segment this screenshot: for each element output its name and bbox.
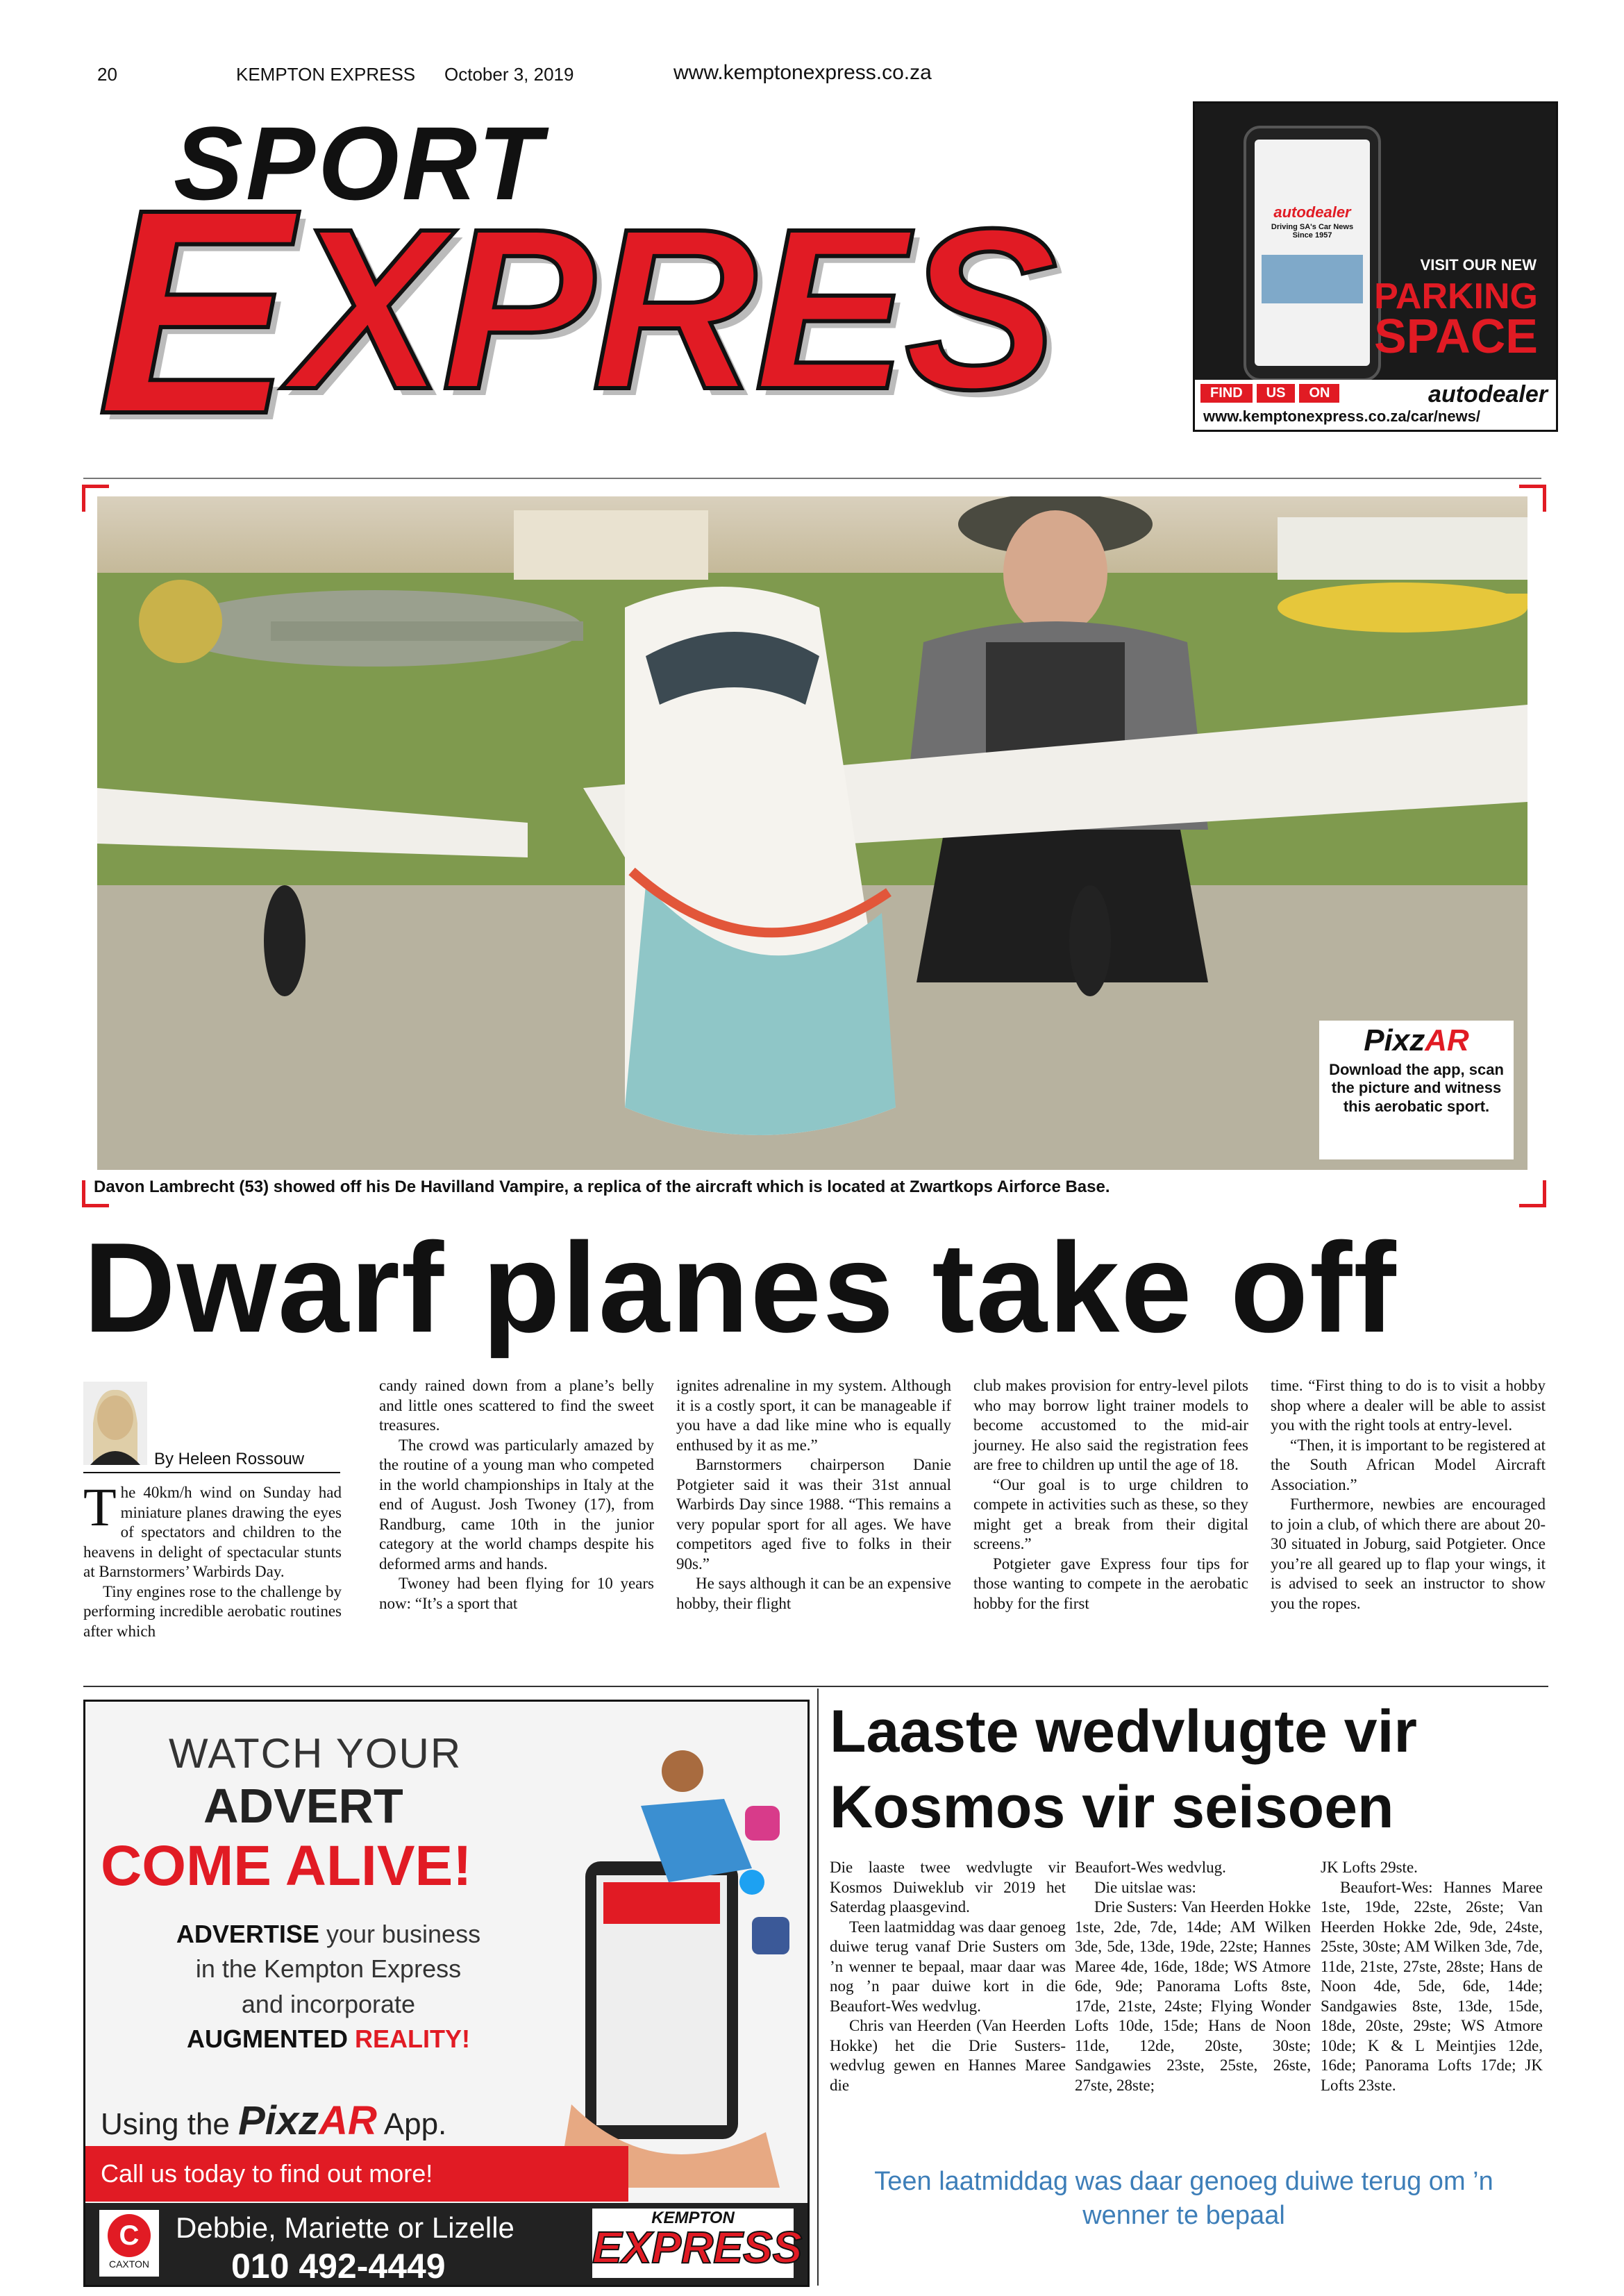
twitter-icon (739, 1870, 764, 1895)
byline: By Heleen Rossouw (154, 1450, 305, 1468)
ad-body: ADVERTISE your business in the Kempton Express and incorporate AUGMENTED REALITY! (176, 1920, 481, 2054)
article-column-5: time. “First thing to do is to visit a hobby shop where a dealer will be able to assist you with the right tools at entry-level. “Then, it is important to be registered at the South African Model Aircraft Association.” Furthermore, newbies are encouraged to join a club, of which there are about 20-30 situated in Joburg, said Potgieter. Once you’re all geared up to flap your wings, it is advised to seek an instructor to show you the ropes. (1271, 1377, 1546, 1612)
article-column-3: ignites adrenaline in my system. Although it is a costly sport, it can be manageable if you have a dad like mine who is equally enthused by it as me.” Barnstormers chairperson Danie Potgieter said it was their 31st annual Warbirds Day since 1988. “This remains a very popular sport for all ages. We have competitors aged five to folks in their 90s.” He says although it can be an expensive hobby, their flight (676, 1377, 951, 1612)
photo-caption: Davon Lambrecht (53) showed off his De Havilland Vampire, a replica of the aircraft which is located at Zwartkops Airforce Base. (94, 1178, 1110, 1196)
space-label: SPACE (1374, 309, 1538, 363)
ad-contact-names: Debbie, Mariette or Lizelle (176, 2211, 514, 2244)
app-image (1262, 255, 1363, 303)
app-brand: autodealer (1273, 203, 1351, 221)
masthead-sport: SPORT (174, 105, 545, 221)
pixzar-instructions: Download the app, scan the picture and witness this aerobatic sport. (1329, 1061, 1504, 1115)
autodealer-url[interactable]: www.kemptonexpress.co.za/car/news/ (1203, 408, 1481, 425)
augmented-reality-advert[interactable] (83, 1700, 810, 2287)
column-divider (817, 1689, 819, 2286)
article2-headline: Laaste wedvlugte vir Kosmos vir seisoen (830, 1698, 1417, 1841)
phone-hand-graphic (544, 1743, 794, 2188)
masthead-e: E (97, 149, 292, 475)
pixzar-callout[interactable] (1319, 1021, 1514, 1159)
caxton-logo: C CAXTON (99, 2210, 159, 2277)
photo-corner (1519, 1180, 1546, 1207)
facebook-icon (752, 1917, 789, 1954)
ad-line-advert: ADVERT (203, 1779, 403, 1833)
article2-column-3: JK Lofts 29ste. Beaufort-Wes: Hannes Maree 1ste, 19de, 22ste, 26ste; Van Heerden Hokke 2de, 9de, 24ste, 25ste, 30ste; AM Wilken 3de, 7de, 11de, 21ste, 27ste, 28ste; Hans de Noon 4de, 5de, 6de, 14de; Sandgawies 8ste, 13de, 15de, 18de, 20ste, 29ste; WS Atmore 10de; K & L Meintjies 12de, 16de; Panorama Lofts 17de; JK Lofts 23ste. (1321, 1859, 1543, 2094)
article-column-2: candy rained down from a plane’s belly and little ones scattered to find the sweet treasures. The crowd was particularly amazed by the routine of a young man who competed in the world championships in Italy at the end of August. Josh Twoney (17), from Randburg, came 10th in the junior category at the world champs despite his deformed arms and hands. Twoney had been flying for 10 years now: “It’s a sport that (379, 1377, 654, 1612)
model-plane-photo (97, 496, 1527, 1170)
website-url: www.kemptonexpress.co.za (673, 61, 932, 84)
article2-column-2: Beaufort-Wes wedvlug. Die uitslae was: Drie Susters: Van Heerden Hokke 1ste, 2de, 7de, 14de; AM Wilken 3de, 5de, 13de, 19de, 22ste; Hannes Maree 4de, 16de, 18de; WS Atmore 6de, 9de; Panorama Lofts 8ste, 17de, 21ste, 24ste; Flying Wonder Lofts 10de, 15de; Hans de Noon 11de, 12de, 20ste, 30ste; Sandgawies 23ste, 25ste, 26ste, 27ste, 28ste; (1075, 1859, 1311, 2094)
on-label: ON (1299, 384, 1339, 403)
article2-column-1: Die laaste twee wedvlugte vir Kosmos Duiweklub vir 2019 het Saterdag plaasgevind. Teen laatmiddag was daar genoeg duiwe terug vanaf Drie Susters om ’n wenner te bepaal, maar daar was nog ’n paar duiwe kort in die Beaufort-Wes wedvlug. Chris van Heerden (Van Heerden Hokke) het die Drie Susters-wedvlug gewen en Hannes Maree die (830, 1859, 1066, 2094)
ad-footer (85, 2203, 807, 2285)
author-photo (83, 1382, 147, 1465)
paper-name: KEMPTON EXPRESS (236, 64, 416, 85)
issue-date: October 3, 2019 (444, 64, 574, 85)
autodealer-logo: autodealer (1428, 381, 1548, 408)
masthead-express: XPRES (292, 181, 1055, 437)
instagram-icon (745, 1806, 780, 1841)
ad-using-line: Using the PixzAR App. (101, 2098, 447, 2143)
phone-graphic (1244, 126, 1381, 381)
main-photo (97, 496, 1527, 1170)
pull-quote: Teen laatmiddag was daar genoeg duiwe terug om ’n wenner te bepaal (874, 2167, 1493, 2231)
parking-label: PARKING (1374, 276, 1538, 317)
kempton-express-logo: KEMPTON EXPRESS (592, 2209, 794, 2278)
ad-line-watch: WATCH YOUR (169, 1730, 462, 1777)
divider (83, 1686, 1548, 1687)
page-number: 20 (97, 64, 117, 85)
article-column-1: The 40km/h wind on Sunday had miniature planes drawing the eyes of spectators and children to the heavens in delight of spectacular stunts at Barnstormers’ Warbirds Day. Tiny engines rose to the challenge by performing incredible aerobatic routines after which (83, 1477, 342, 1640)
pixzar-logo: PixzAR (1364, 1023, 1469, 1057)
divider (83, 478, 1541, 479)
find-label: FIND (1200, 384, 1253, 403)
byline-rule (83, 1472, 340, 1473)
ad-line-come-alive: COME ALIVE! (101, 1834, 472, 1897)
dropcap: T (83, 1477, 117, 1537)
ad-phone-number[interactable]: 010 492-4449 (231, 2247, 446, 2286)
app-tagline: Driving SA's Car News Since 1957 (1271, 223, 1354, 240)
avatar (83, 1382, 147, 1465)
article-column-4: club makes provision for entry-level pilots who may borrow light trainer models to become accustomed to the mid-air journey. He also said the registration fees are free to children up until the age of 18. “Our goal is to urge children to compete in activities such as these, so they might get a break from their digital screens.” Potgieter gave Express four tips for those wanting to compete in the aerobatic hobby for the first (973, 1377, 1248, 1612)
ad-call-banner[interactable]: Call us today to find out more! (85, 2146, 628, 2202)
us-label: US (1257, 384, 1296, 403)
autodealer-advert[interactable] (1193, 101, 1558, 432)
visit-label: VISIT OUR NEW (1420, 256, 1537, 274)
article-headline: Dwarf planes take off (83, 1216, 1398, 1359)
